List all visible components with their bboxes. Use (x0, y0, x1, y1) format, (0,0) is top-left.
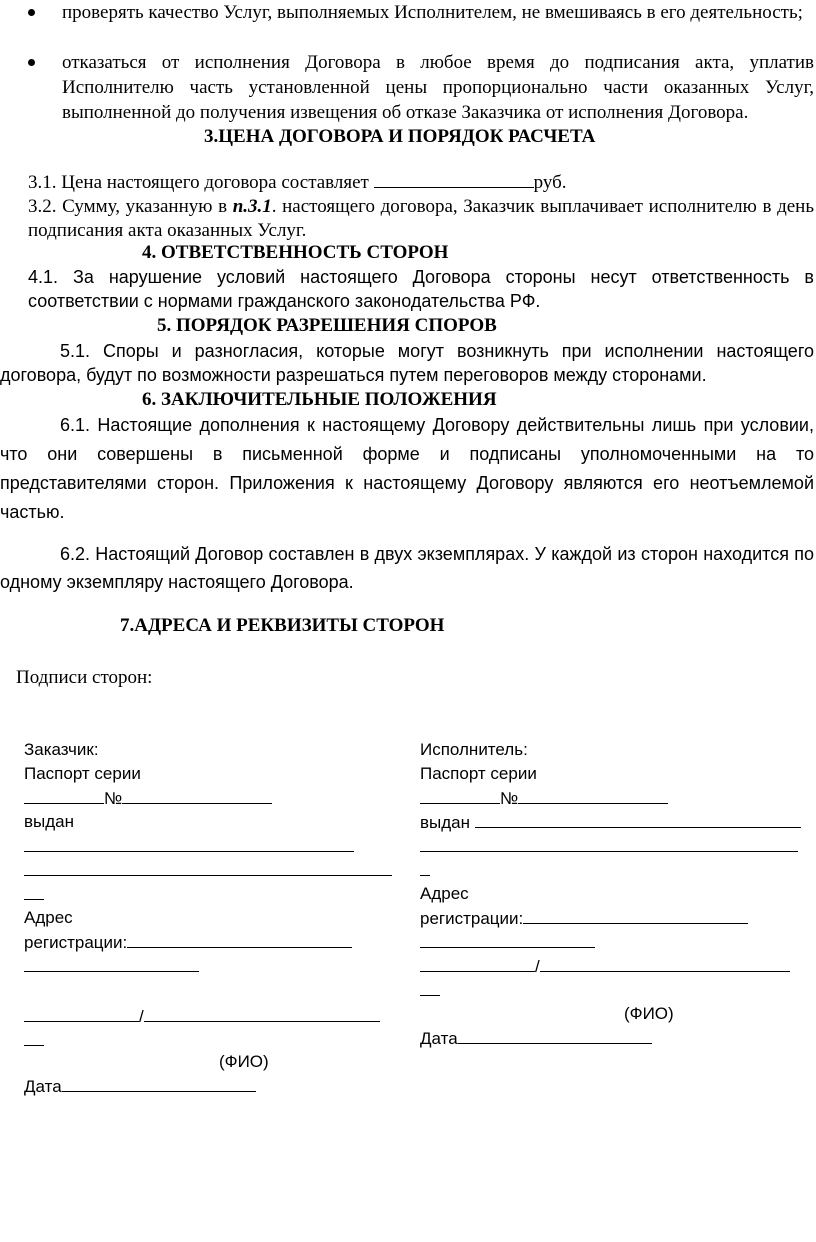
customer-issued-blank-2 (24, 858, 392, 883)
signature-blank (24, 1028, 44, 1046)
executor-signature-row (420, 954, 790, 979)
section-3-heading: 3.ЦЕНА ДОГОВОРА И ПОРЯДОК РАСЧЕТА (204, 126, 596, 147)
issued-blank (420, 834, 798, 852)
passport-number-blank (122, 786, 272, 804)
executor-title: Исполнитель: (420, 740, 528, 759)
bullet-contract-refusal: отказаться от исполнения Договора в любое время до подписания акта, уплатив Исполнителю часть установленной цены пропорционально части оказанных Услуг, выполненной до получения извещения об отказе Заказчика от исполнения Договора. (62, 52, 814, 123)
registration-blank (127, 930, 352, 948)
date-label: Дата (24, 1077, 62, 1096)
registration-label: регистрации: (420, 909, 524, 928)
customer-signature-blank-2 (24, 1028, 44, 1053)
clause-4-1: 4.1. За нарушение условий настоящего Договора стороны несут ответственность в соответствии с нормами гражданского законодательства РФ. (28, 267, 814, 311)
customer-issued-blank-1 (24, 834, 354, 859)
clause-reference: п.3.1 (232, 196, 272, 217)
clause-3-1-text: 3.1. Цена настоящего договора составляет (28, 172, 374, 193)
signatures-label: Подписи сторон: (16, 667, 153, 688)
executor-address-label: Адрес (420, 884, 469, 903)
issued-label: выдан (420, 813, 471, 832)
section-6-heading: 6. ЗАКЛЮЧИТЕЛЬНЫЕ ПОЛОЖЕНИЯ (142, 389, 497, 410)
customer-issued-label: выдан (24, 812, 75, 831)
signature-blank (420, 978, 440, 996)
passport-series-blank (24, 786, 104, 804)
bullet-marker (28, 9, 35, 16)
issued-blank (420, 858, 430, 876)
clause-3-2 (28, 195, 814, 243)
date-blank (458, 1026, 652, 1044)
executor-signature-blank-2 (420, 978, 440, 1003)
customer-registration-blank-2 (24, 954, 199, 979)
fio-blank (144, 1004, 380, 1022)
clause-6-1: 6.1. Настоящие дополнения к настоящему Договору действительны лишь при условии, что они совершены в письменной форме и подписаны уполномоченными на то представителями сторон. Приложения к настоящему Договору являются его неотъемлемой частью. (0, 415, 814, 522)
executor-issued-blank-2 (420, 834, 798, 859)
executor-date-row (420, 1026, 652, 1051)
passport-number-blank (518, 786, 668, 804)
issued-blank (24, 858, 392, 876)
section-5-heading: 5. ПОРЯДОК РАЗРЕШЕНИЯ СПОРОВ (157, 315, 497, 336)
executor-passport-label: Паспорт серии (420, 764, 537, 783)
executor-registration-blank-2 (420, 930, 595, 955)
clause-5-1: 5.1. Споры и разногласия, которые могут возникнуть при исполнении настоящего договора, будут по возможности разрешаться путем переговоров между сторонами. (0, 341, 814, 385)
bullet-quality-control: проверять качество Услуг, выполняемых Исполнителем, не вмешиваясь в его деятельность; (62, 2, 803, 23)
clause-3-2-rest: . настоящего договора, Заказчик выплачивает исполнителю в день подписания акта оказанных Услуг. (28, 196, 815, 241)
clause-3-1 (28, 170, 814, 195)
customer-fio-label: (ФИО) (219, 1052, 269, 1071)
section-4-heading: 4. ОТВЕТСТВЕННОСТЬ СТОРОН (142, 242, 449, 263)
registration-blank (523, 906, 748, 924)
customer-passport-number-row (24, 786, 272, 811)
bullet-marker (28, 59, 35, 66)
executor-passport-number-row (420, 786, 668, 811)
number-sign: № (500, 789, 519, 808)
section-7-heading: 7.АДРЕСА И РЕКВИЗИТЫ СТОРОН (120, 615, 445, 636)
currency-label: руб. (533, 172, 567, 193)
executor-fio-label: (ФИО) (624, 1004, 674, 1023)
registration-label: регистрации: (24, 933, 128, 952)
issued-blank (24, 834, 354, 852)
date-label: Дата (420, 1029, 458, 1048)
passport-series-blank (420, 786, 500, 804)
customer-signature-row (24, 1004, 380, 1029)
customer-address-label: Адрес (24, 908, 73, 927)
registration-blank (420, 930, 595, 948)
customer-passport-label: Паспорт серии (24, 764, 141, 783)
issued-blank (475, 810, 801, 828)
signature-slash: / (139, 1007, 144, 1026)
customer-registration-row (24, 930, 352, 955)
number-sign: № (104, 789, 123, 808)
issued-blank (24, 882, 44, 900)
price-blank (374, 170, 534, 188)
customer-title: Заказчик: (24, 740, 99, 759)
executor-issued-blank-3 (420, 858, 430, 883)
signature-blank (420, 954, 535, 972)
registration-blank (24, 954, 199, 972)
signature-blank (24, 1004, 139, 1022)
date-blank (62, 1074, 256, 1092)
customer-issued-blank-3 (24, 882, 44, 907)
customer-date-row (24, 1074, 256, 1099)
clause-6-2: 6.2. Настоящий Договор составлен в двух экземплярах. У каждой из сторон находится по одному экземпляру настоящего Договора. (0, 544, 814, 592)
clause-3-2-text: 3.2. Сумму, указанную в (28, 196, 233, 217)
signature-slash: / (535, 957, 540, 976)
executor-issued-row (420, 810, 801, 835)
executor-registration-row (420, 906, 748, 931)
fio-blank (540, 954, 790, 972)
